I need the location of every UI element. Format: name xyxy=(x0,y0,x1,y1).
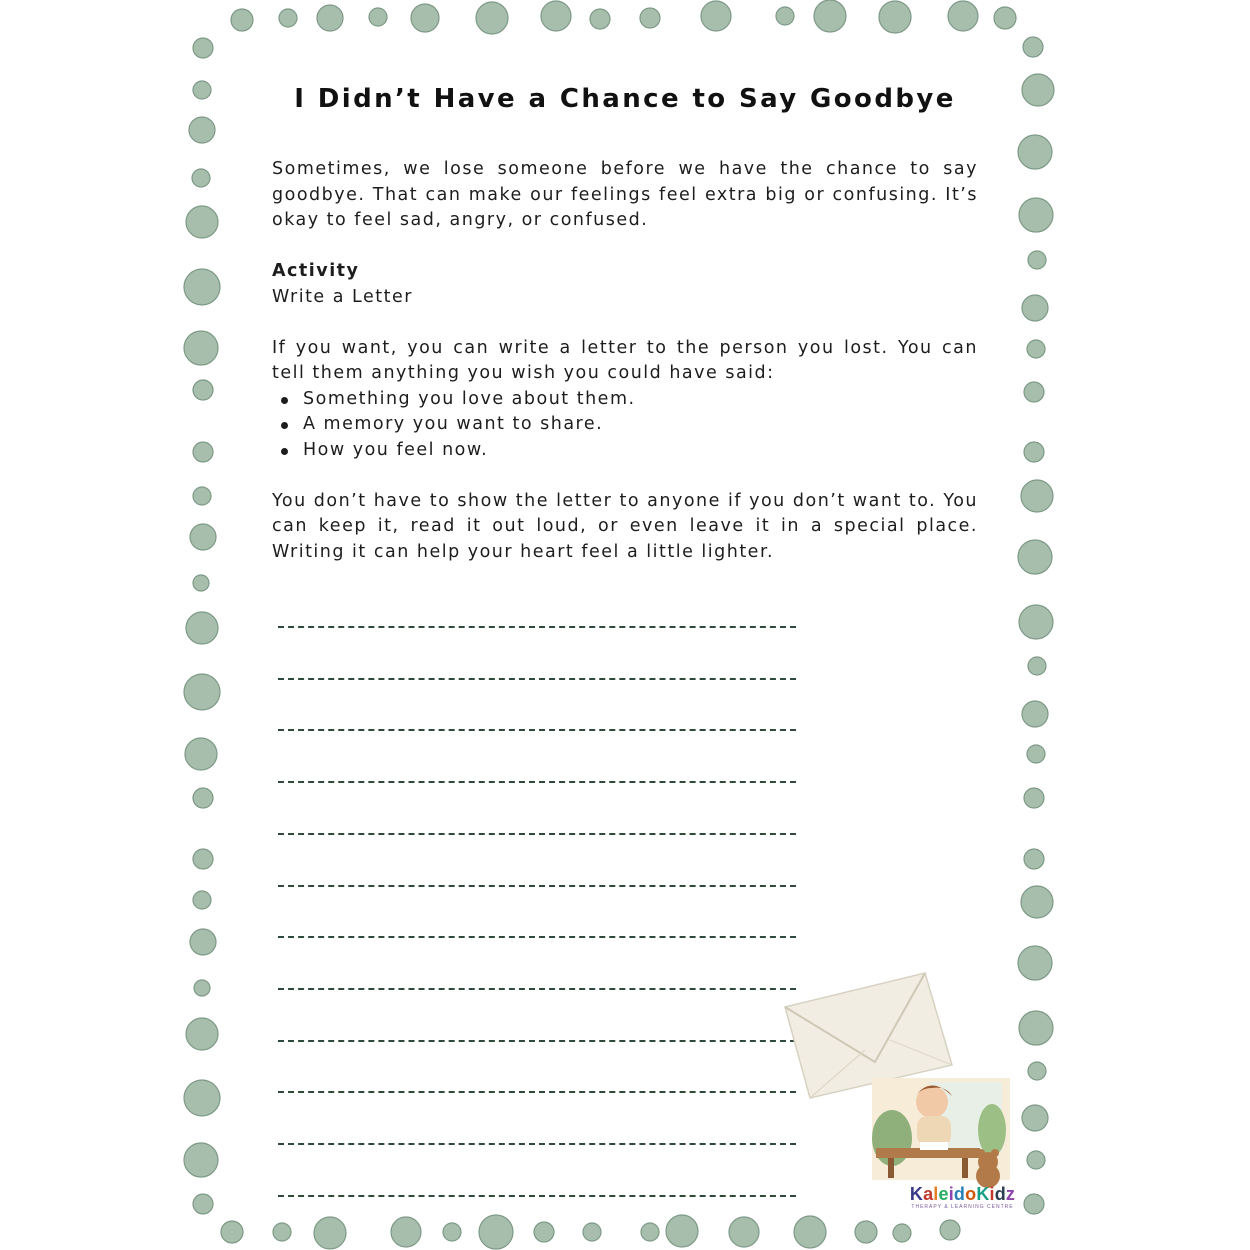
border-dot xyxy=(814,0,846,32)
border-dot xyxy=(189,117,215,143)
brand-letter: l xyxy=(933,1184,939,1204)
border-dot xyxy=(1024,382,1044,402)
writing-line[interactable] xyxy=(278,781,796,783)
bullet-text: How you feel now. xyxy=(303,439,489,460)
brand-letter: d xyxy=(953,1184,966,1204)
brand-letter: i xyxy=(989,1184,995,1204)
border-dot xyxy=(279,9,297,27)
writing-line[interactable] xyxy=(278,626,796,628)
bullet-list xyxy=(272,387,978,464)
list-item xyxy=(272,387,978,413)
border-dot xyxy=(1021,886,1053,918)
border-dot xyxy=(1024,442,1044,462)
border-dot xyxy=(193,575,209,591)
border-dot xyxy=(184,1080,220,1116)
writing-line[interactable] xyxy=(278,1091,796,1093)
writing-line[interactable] xyxy=(278,729,796,731)
brand-letter: a xyxy=(923,1184,934,1204)
bullet-text: A memory you want to share. xyxy=(303,414,604,434)
instructions-paragraph: If you want, you can write a letter to the person you lost. You can tell them anything you wish you could have said: xyxy=(272,337,978,383)
border-dot xyxy=(184,331,218,365)
border-dot xyxy=(1024,788,1044,808)
border-dot xyxy=(231,9,253,31)
border-dot xyxy=(411,4,439,32)
border-dot xyxy=(1028,657,1046,675)
child-writing-picture xyxy=(872,1078,1010,1188)
brand-letter: K xyxy=(909,1184,924,1204)
border-dot xyxy=(193,38,213,58)
border-dot xyxy=(476,2,508,34)
border-dot xyxy=(1018,540,1052,574)
page-title: I Didn’t Have a Chance to Say Goodbye xyxy=(294,84,956,114)
border-dot xyxy=(479,1215,513,1249)
brand-letter: z xyxy=(1005,1184,1016,1204)
border-dot xyxy=(193,442,213,462)
bullet-text: Something you love about them. xyxy=(303,388,636,409)
border-dot xyxy=(1021,480,1053,512)
closing-paragraph: You don’t have to show the letter to anyone if you don’t want to. You can keep it, read it out loud, or even leave it in a special place. Writing it can help your heart feel a little lighter. xyxy=(272,490,978,562)
border-dot xyxy=(948,1,978,31)
brand-letter: K xyxy=(976,1184,990,1204)
brand-name xyxy=(890,1184,1035,1205)
border-dot xyxy=(1027,745,1045,763)
border-dot xyxy=(184,674,220,710)
border-dot xyxy=(193,1194,213,1214)
border-dot xyxy=(391,1217,421,1247)
border-dot xyxy=(193,788,213,808)
border-dot xyxy=(1019,605,1053,639)
border-dot xyxy=(855,1221,877,1243)
list-item xyxy=(272,438,978,464)
envelope-and-child-illustration xyxy=(780,970,1030,1220)
border-dot xyxy=(583,1223,601,1241)
writing-line[interactable] xyxy=(278,1195,796,1197)
brand-letter: i xyxy=(948,1184,954,1204)
border-dot xyxy=(221,1221,243,1243)
bullet-icon xyxy=(281,448,288,455)
border-dot xyxy=(186,1018,218,1050)
writing-line[interactable] xyxy=(278,885,796,887)
brand-letter: d xyxy=(994,1184,1006,1204)
border-dot xyxy=(190,524,216,550)
border-dot xyxy=(1023,37,1043,57)
border-dot xyxy=(314,1217,346,1249)
border-dot xyxy=(1019,198,1053,232)
border-dot xyxy=(1027,340,1045,358)
border-dot xyxy=(1028,1062,1046,1080)
writing-line[interactable] xyxy=(278,833,796,835)
border-dot xyxy=(794,1216,826,1248)
border-dot xyxy=(776,7,794,25)
writing-line[interactable] xyxy=(278,1040,796,1042)
border-dot xyxy=(534,1222,554,1242)
border-dot xyxy=(666,1215,698,1247)
border-dot xyxy=(317,5,343,31)
border-dot xyxy=(640,8,660,28)
border-dot xyxy=(590,9,610,29)
border-dot xyxy=(641,1223,659,1241)
border-dot xyxy=(893,1224,911,1242)
border-dot xyxy=(193,380,213,400)
border-dot xyxy=(192,169,210,187)
border-dot xyxy=(1028,251,1046,269)
border-dot xyxy=(1024,849,1044,869)
border-dot xyxy=(541,1,571,31)
border-dot xyxy=(273,1223,291,1241)
brand-logo xyxy=(890,1184,1035,1210)
border-dot xyxy=(940,1220,960,1240)
writing-line[interactable] xyxy=(278,936,796,938)
bullet-icon xyxy=(281,397,288,404)
list-item xyxy=(272,412,978,438)
border-dot xyxy=(193,891,211,909)
brand-letter: o xyxy=(965,1184,977,1204)
border-dot xyxy=(194,980,210,996)
writing-line[interactable] xyxy=(278,988,796,990)
intro-paragraph: Sometimes, we lose someone before we have the chance to say goodbye. That can make our feelings feel extra big or confusing. It’s okay to feel sad, angry, or confused. xyxy=(272,159,978,230)
border-dot xyxy=(185,738,217,770)
brand-letter: e xyxy=(938,1184,949,1204)
activity-name: Write a Letter xyxy=(272,286,413,307)
worksheet-body xyxy=(272,157,978,591)
border-dot xyxy=(701,1,731,31)
border-dot xyxy=(190,929,216,955)
bullet-icon xyxy=(281,422,288,429)
border-dot xyxy=(193,849,213,869)
border-dot xyxy=(193,487,211,505)
border-dot xyxy=(1018,135,1052,169)
border-dot xyxy=(1022,295,1048,321)
border-dot xyxy=(443,1223,461,1241)
border-dot xyxy=(1022,701,1048,727)
border-dot xyxy=(186,612,218,644)
writing-line[interactable] xyxy=(278,1143,796,1145)
brand-tagline: THERAPY & LEARNING CENTRE xyxy=(911,1204,1014,1210)
border-dot xyxy=(186,206,218,238)
border-dot xyxy=(184,1143,218,1177)
border-dot xyxy=(369,8,387,26)
writing-line[interactable] xyxy=(278,678,796,680)
border-dot xyxy=(729,1217,759,1247)
border-dot xyxy=(184,269,220,305)
border-dot xyxy=(994,7,1016,29)
border-dot xyxy=(879,1,911,33)
activity-heading: Activity xyxy=(272,261,360,281)
